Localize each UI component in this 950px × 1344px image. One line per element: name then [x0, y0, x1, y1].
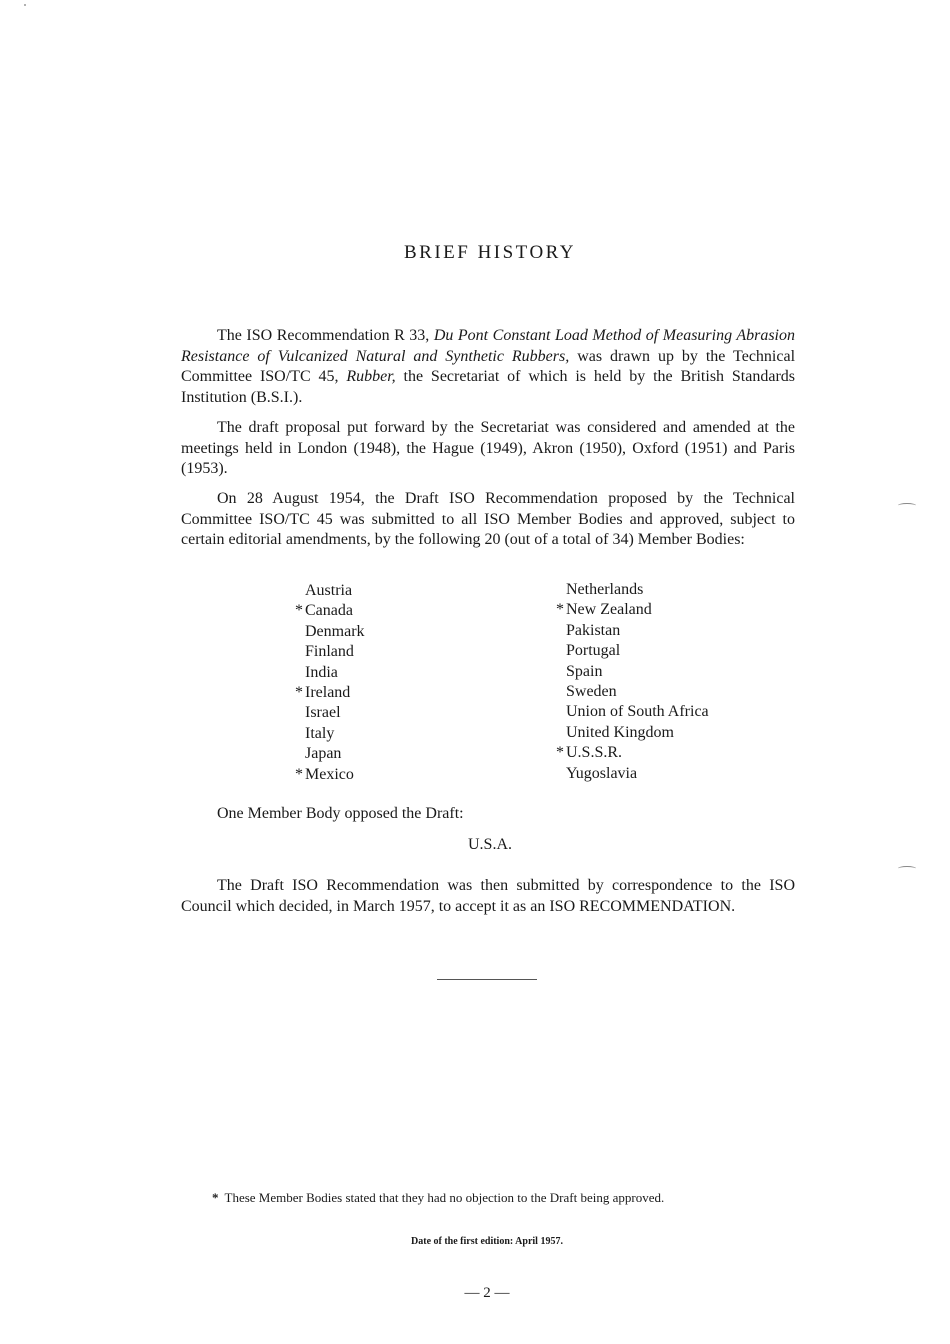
section-divider — [437, 979, 537, 980]
member-body-name: India — [305, 663, 338, 681]
member-body — [566, 682, 709, 702]
member-body-name: Spain — [566, 662, 603, 680]
member-body-name: Netherlands — [566, 581, 644, 598]
member-body-name: Austria — [305, 582, 353, 599]
member-body-name: Yugoslavia — [566, 764, 638, 782]
member-body — [566, 580, 709, 600]
member-body — [305, 663, 365, 683]
member-body — [295, 683, 365, 703]
history-paragraph-4: The Draft ISO Recommendation was then submitted by correspondence to the ISO Council which decided, in March 1957, to accept it as an ISO RECOMMENDATION. — [181, 877, 795, 915]
para1-mid: was drawn up by the Technical Committee ISO/TC 45, — [181, 347, 796, 385]
member-body-name: Ireland — [305, 684, 351, 702]
committee-name: Rubber, — [346, 368, 396, 385]
history-paragraph-1 — [181, 326, 795, 408]
member-body — [566, 702, 709, 722]
para1-prefix: The ISO Recommendation R 33, — [217, 327, 430, 344]
member-body — [305, 581, 365, 601]
opposed-member-body: U.S.A. — [467, 836, 512, 853]
scan-speck — [24, 4, 26, 6]
opposed-intro: One Member Body opposed the Draft: — [217, 805, 464, 822]
margin-mark — [898, 866, 916, 871]
member-body-name: Japan — [305, 745, 342, 763]
page-title: BRIEF HISTORY — [403, 242, 577, 263]
member-body-name: Union of South Africa — [566, 703, 709, 721]
member-body-name: Mexico — [305, 765, 354, 783]
member-body-name: U.S.S.R. — [566, 744, 623, 762]
member-body — [566, 764, 709, 784]
member-body — [566, 662, 709, 682]
member-body-name: Portugal — [566, 642, 621, 660]
approval-star: * — [295, 765, 303, 783]
member-body-name: United Kingdom — [566, 723, 674, 741]
margin-mark — [898, 503, 916, 508]
member-body — [305, 622, 365, 642]
member-body — [295, 601, 365, 621]
footnote-text: These Member Bodies stated that they had no objection to the Draft being approved. — [224, 1190, 665, 1205]
member-body — [556, 743, 709, 763]
member-body-name: Sweden — [566, 683, 617, 701]
footnote-mark: * — [212, 1190, 219, 1205]
member-bodies-left-column — [295, 581, 365, 785]
member-body — [305, 744, 365, 764]
approval-star: * — [295, 602, 303, 620]
edition-date: Date of the first edition: April 1957. — [411, 1236, 563, 1247]
member-body — [295, 765, 365, 785]
member-bodies-right-column — [556, 580, 709, 784]
approval-star: * — [556, 744, 564, 762]
member-body — [305, 642, 365, 662]
member-body-name: Finland — [305, 643, 354, 661]
footnote — [212, 1190, 664, 1206]
member-body — [305, 703, 365, 723]
member-body-name: Israel — [305, 704, 341, 722]
member-body-name: Denmark — [305, 622, 365, 640]
history-paragraph-2: The draft proposal put forward by the Secretariat was considered and amended at the meetings held in London (1948), the Hague (1949), Akron (1950), Oxford (1951) and Paris (1953). — [181, 419, 795, 477]
history-paragraph-3: On 28 August 1954, the Draft ISO Recommendation proposed by the Technical Committee ISO/TC 45 was submitted to all ISO Member Bodies and approved, subject to certain editorial amendments, by the following 20 (out of a total of 34) Member Bodies: — [181, 490, 795, 548]
para1-suffix: the Secretariat of which is held by the British Standards Institution (B.S.I.). — [181, 368, 796, 406]
member-body — [305, 724, 365, 744]
member-body-name: Italy — [305, 724, 335, 742]
approval-star: * — [295, 684, 303, 702]
member-body — [566, 723, 709, 743]
approval-star: * — [556, 601, 564, 619]
member-body — [556, 600, 709, 620]
member-body — [566, 641, 709, 661]
member-body-name: Canada — [305, 602, 353, 620]
member-body-name: Pakistan — [566, 621, 621, 639]
member-body — [566, 621, 709, 641]
recommendation-title: Du Pont Constant Load Method of Measuring Abrasion Resistance of Vulcanized Natural and Synthetic Rubbers, — [181, 327, 796, 365]
member-body-name: New Zealand — [566, 601, 652, 619]
page-number: — 2 — — [464, 1285, 510, 1301]
